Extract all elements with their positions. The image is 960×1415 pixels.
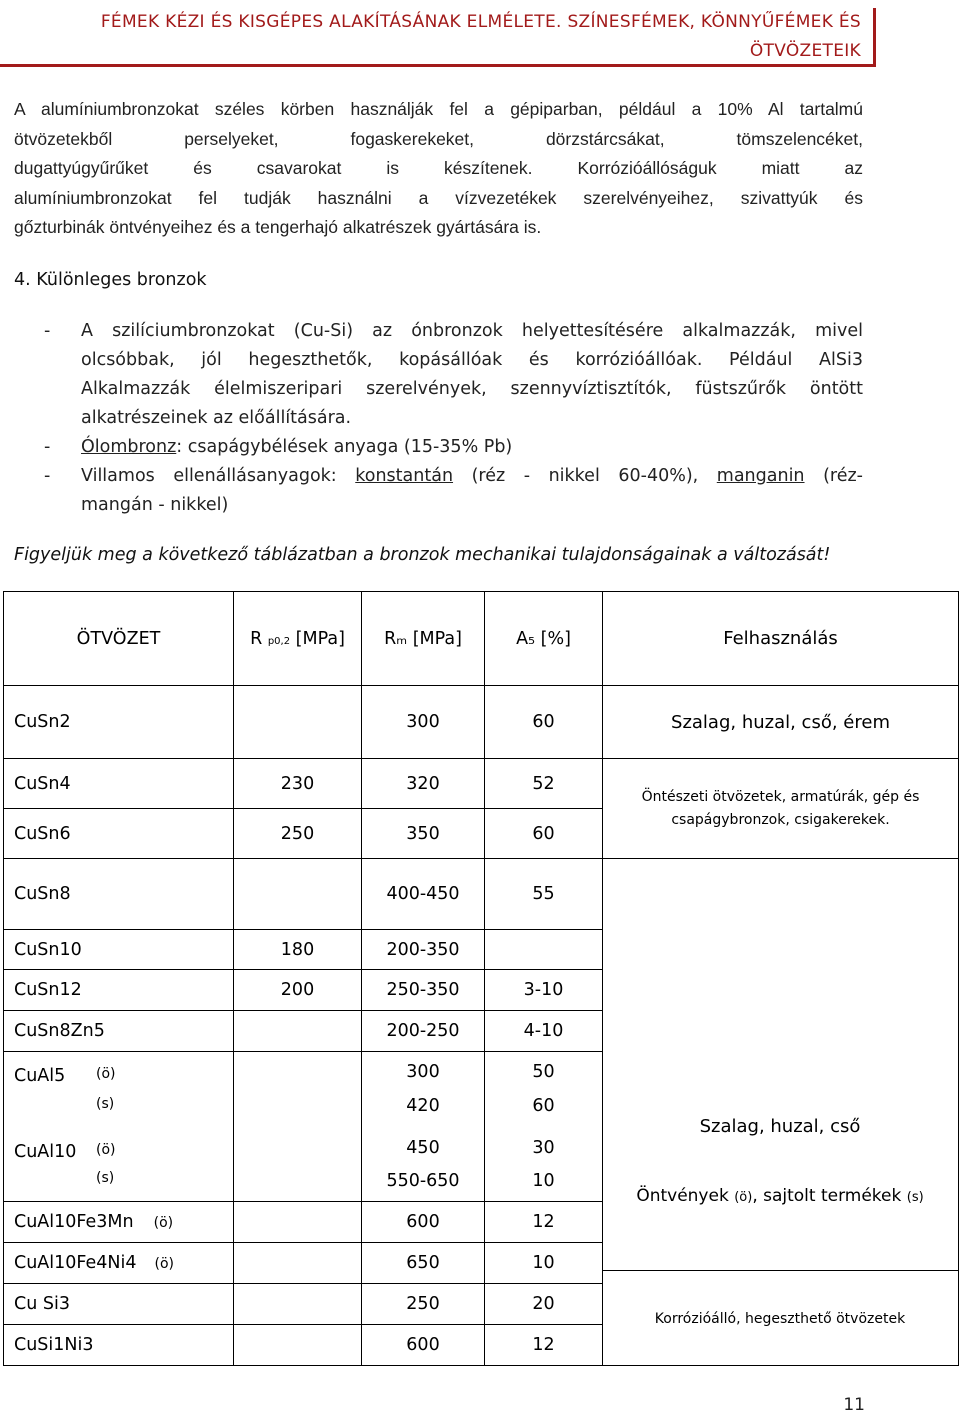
header-rp-unit: [MPa] — [290, 628, 345, 649]
a-cell — [485, 930, 603, 970]
rp-cell — [234, 1243, 362, 1284]
header-title-line2: ÖTVÖZETEIK — [749, 41, 861, 61]
header-alloy: ÖTVÖZET — [4, 592, 234, 686]
intro-line: gőzturbinák öntvényeihez és a tengerhajó alkatrészek gyártására is. — [14, 217, 542, 237]
use-part: , sajtolt termékek — [752, 1186, 907, 1206]
use-part: (s) — [906, 1190, 924, 1205]
use-part: (ö) — [734, 1190, 753, 1205]
use-divider — [602, 1270, 958, 1271]
rp-cell — [234, 686, 362, 759]
alloy-cell — [4, 1243, 234, 1284]
cast-marker: (ö) — [96, 1066, 116, 1082]
bullet-text — [81, 466, 863, 486]
use-cell: Szalag, huzal, cső, érem — [603, 686, 959, 759]
alloy-cell: CuSi1Ni3 — [4, 1325, 234, 1366]
section-title: 4. Különleges bronzok — [14, 270, 207, 290]
bullet-text: mangán - nikkel) — [81, 495, 229, 515]
olombronz-term: Ólombronz — [81, 437, 177, 457]
bullet-text: alkatrészeinek az előállítására. — [81, 408, 352, 428]
page-header — [0, 8, 876, 67]
alloy-name: CuAl10 — [14, 1142, 77, 1162]
bullet-text — [81, 437, 863, 457]
rm-value: 550-650 — [386, 1171, 460, 1191]
a-value: 60 — [532, 1096, 555, 1116]
alloy-cell: Cu Si3 — [4, 1284, 234, 1325]
header-a: A₅ [%] — [485, 592, 603, 686]
alloy-name: CuAl5 — [14, 1066, 66, 1086]
rp-cell: 180 — [234, 930, 362, 970]
bullet-text: A szilíciumbronzokat (Cu-Si) az ónbronzok helyettesítésére alkalmazzák, mivel — [81, 321, 863, 341]
rm-value: 450 — [406, 1138, 440, 1158]
a-cell: 4-10 — [485, 1011, 603, 1052]
rp-cell — [234, 1011, 362, 1052]
alloy-cell: CuSn12 — [4, 970, 234, 1011]
bronze-properties-table — [3, 591, 959, 1366]
rm-cell: 320 — [362, 759, 485, 809]
intro-line: dugattyúgyűrűket és csavarokat is készítenek. Korrózióállóságuk miatt az — [14, 158, 863, 178]
table-row — [4, 859, 959, 930]
pressed-marker: (s) — [96, 1170, 115, 1186]
header-rp — [234, 592, 362, 686]
table-header-row — [4, 592, 959, 686]
bullet-text-rest: : csapágybélések anyaga (15-35% Pb) — [176, 437, 513, 457]
a-cell: 12 — [485, 1325, 603, 1366]
rp-cell — [234, 1202, 362, 1243]
a-value: 10 — [532, 1171, 555, 1191]
rp-cell: 200 — [234, 970, 362, 1011]
alloy-cell: CuSn6 — [4, 809, 234, 859]
konstantan-term: konstantán — [355, 466, 454, 486]
rm-cell: 250 — [362, 1284, 485, 1325]
alloy-cell: CuSn2 — [4, 686, 234, 759]
bullet-text: olcsóbbak, jól hegeszthetők, kopásállóak és korrózióállóak. Például AlSi3 — [81, 350, 863, 370]
alloy-cell: CuSn10 — [4, 930, 234, 970]
rm-value: 300 — [406, 1062, 440, 1082]
bullet-text-part: (réz - nikkel 60-40%), — [453, 466, 717, 486]
bullet-text: Alkalmazzák élelmiszeripari szerelvények, szennyvíztisztítók, füstszűrők öntött — [81, 379, 863, 399]
header-rp-sub: p0,2 — [267, 635, 291, 647]
bullet-dash: - — [44, 466, 51, 486]
alloy-cell — [4, 1202, 234, 1243]
a-cell: 10 — [485, 1243, 603, 1284]
pressed-marker: (s) — [96, 1096, 115, 1112]
bullet-dash: - — [44, 437, 51, 457]
table-row — [4, 686, 959, 759]
a-cell: 20 — [485, 1284, 603, 1325]
table-row — [4, 759, 959, 809]
bullet-text-part: (réz- — [804, 466, 863, 486]
rm-cell — [362, 1052, 485, 1202]
use-cell — [603, 759, 959, 859]
use-line: Öntészeti ötvözetek, armatúrák, gép és — [641, 788, 920, 805]
italic-note: Figyeljük meg a következő táblázatban a bronzok mechanikai tulajdonságainak a változását! — [14, 545, 831, 565]
intro-line: A alumíniumbronzokat széles körben használják fel a gépiparban, például a 10% Al tartalmú — [14, 99, 863, 119]
rp-cell: 250 — [234, 809, 362, 859]
bullet-text-part: Villamos ellenállásanyagok: — [81, 466, 356, 486]
a-cell — [485, 1052, 603, 1202]
a-value: 30 — [532, 1138, 555, 1158]
rp-cell: 230 — [234, 759, 362, 809]
manganin-term: manganin — [716, 466, 805, 486]
a-cell: 60 — [485, 686, 603, 759]
use-line: csapágybronzok, csigakerekek. — [671, 811, 890, 828]
use-part: Öntvények — [636, 1186, 735, 1206]
alloy-cell: CuSn4 — [4, 759, 234, 809]
rm-cell: 600 — [362, 1202, 485, 1243]
a-cell: 52 — [485, 759, 603, 809]
rm-cell: 200-350 — [362, 930, 485, 970]
use-text-si: Korrózióálló, hegeszthető ötvözetek — [654, 1311, 906, 1327]
alloy-cell: CuSn8 — [4, 859, 234, 930]
alloy-name: CuAl10Fe4Ni4 — [14, 1253, 137, 1273]
rp-cell — [234, 859, 362, 930]
rm-cell: 600 — [362, 1325, 485, 1366]
cast-marker: (ö) — [153, 1215, 174, 1231]
rm-cell: 650 — [362, 1243, 485, 1284]
rm-cell: 300 — [362, 686, 485, 759]
use-cell-empty — [603, 859, 959, 1366]
header-use: Felhasználás — [603, 592, 959, 686]
header-title-line1: FÉMEK KÉZI ÉS KISGÉPES ALAKÍTÁSÁNAK ELMÉLETE. SZÍNESFÉMEK, KÖNNYŰFÉMEK ÉS — [100, 12, 861, 32]
rp-cell — [234, 1325, 362, 1366]
intro-paragraph — [14, 95, 863, 243]
alloy-cell — [4, 1052, 234, 1202]
alloy-name: CuAl10Fe3Mn — [14, 1212, 134, 1232]
rm-cell: 350 — [362, 809, 485, 859]
alloy-cell: CuSn8Zn5 — [4, 1011, 234, 1052]
rp-cell — [234, 1052, 362, 1202]
cast-marker: (ö) — [154, 1256, 175, 1272]
intro-line: ötvözetekből perselyeket, fogaskerekeket, dörzstárcsákat, tömszelencéket, — [14, 128, 863, 149]
bullet-dash: - — [44, 321, 51, 341]
rm-cell: 400-450 — [362, 859, 485, 930]
page-number: 11 — [843, 1395, 865, 1415]
use-text-al-products — [602, 1186, 958, 1206]
cast-marker: (ö) — [96, 1142, 116, 1158]
a-value: 50 — [532, 1062, 555, 1082]
a-cell: 3-10 — [485, 970, 603, 1011]
use-text-al: Szalag, huzal, cső — [699, 1116, 861, 1137]
rp-cell — [234, 1284, 362, 1325]
a-cell: 12 — [485, 1202, 603, 1243]
a-cell: 55 — [485, 859, 603, 930]
header-rm: Rₘ [MPa] — [362, 592, 485, 686]
rm-cell: 200-250 — [362, 1011, 485, 1052]
intro-line: alumíniumbronzokat fel tudják használni a vízvezetékek szerelvényeihez, szivattyúk és — [14, 187, 863, 208]
header-rp-prefix: R — [250, 628, 268, 649]
a-cell: 60 — [485, 809, 603, 859]
rm-value: 420 — [406, 1096, 440, 1116]
rm-cell: 250-350 — [362, 970, 485, 1011]
